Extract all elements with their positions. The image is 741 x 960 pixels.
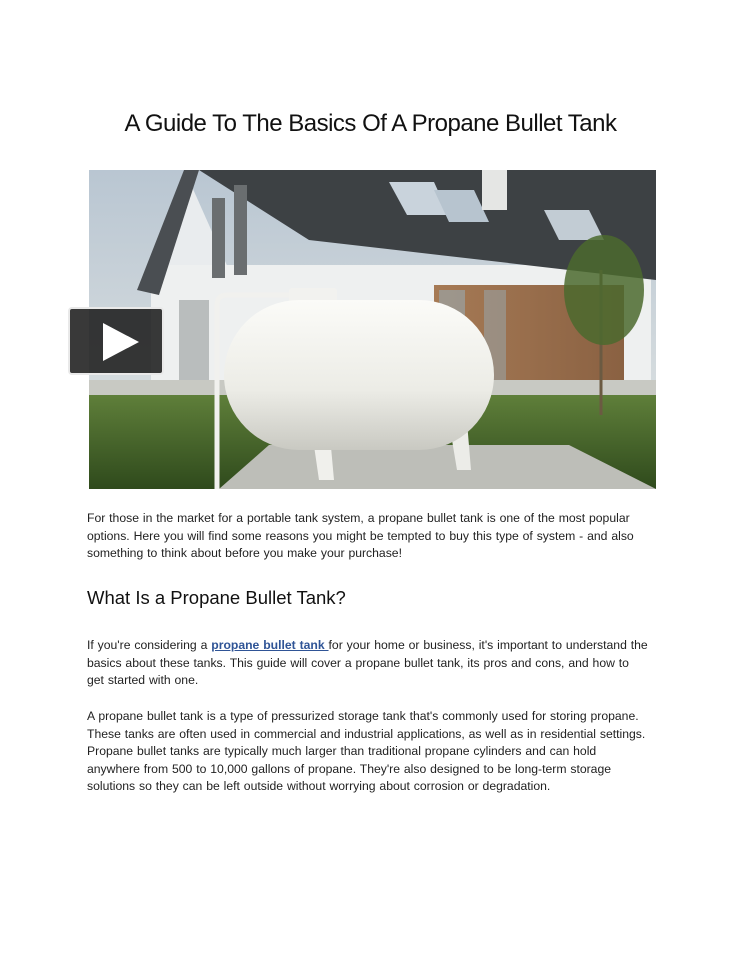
section-heading: What Is a Propane Bullet Tank? bbox=[87, 587, 346, 608]
intro-paragraph: For those in the market for a portable tank system, a propane bullet tank is one of the most popular options. Here you will find some reasons you might be tempted to buy this type of system - and also something to think about before you make your purchase! bbox=[87, 511, 634, 560]
play-video-button[interactable] bbox=[68, 307, 164, 375]
section-paragraph-1 bbox=[87, 637, 649, 690]
section-paragraph-2: A propane bullet tank is a type of pressurized storage tank that's commonly used for storing propane. These tanks are often used in commercial and industrial applications, as well as in residential settings. Propane bullet tanks are typically much larger than traditional propane cylinders and can hold anywhere from 500 to 10,000 gallons of propane. They're also designed to be long-term storage solutions so they can be left outside without worrying about corrosion or degradation. bbox=[87, 709, 646, 793]
page-title: A Guide To The Basics Of A Propane Bullet Tank bbox=[124, 110, 617, 137]
paragraph-text: for your home or business, it's important to understand the basics about these tanks. This guide will cover a propane bullet tank, its pros and cons, and how to get started with one. bbox=[87, 638, 648, 687]
propane-bullet-tank-link[interactable]: propane bullet tank bbox=[211, 638, 329, 652]
house-tank-illustration bbox=[89, 170, 656, 489]
paragraph-text: If you're considering a bbox=[87, 638, 212, 652]
hero-image[interactable] bbox=[89, 170, 656, 489]
play-icon bbox=[103, 323, 139, 361]
